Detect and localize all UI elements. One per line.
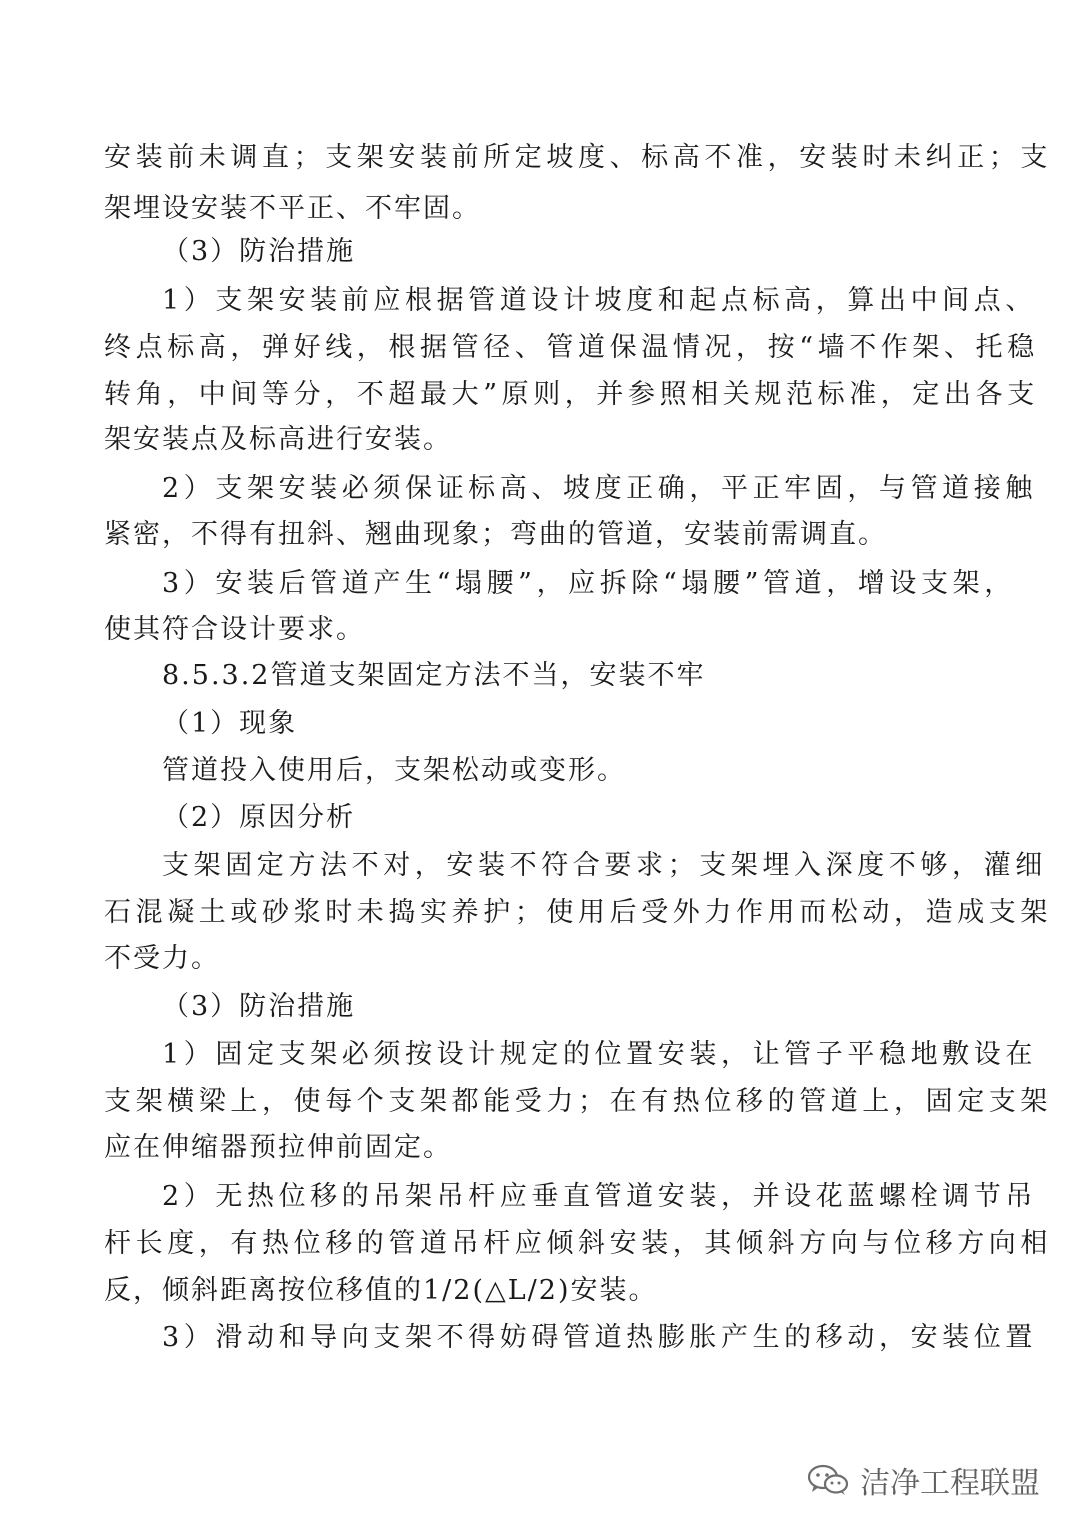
watermark-text: 洁净工程联盟 — [860, 1466, 1040, 1501]
text-line: 架埋设安装不平正、不牢固。 — [104, 193, 481, 224]
watermark — [806, 1458, 1040, 1502]
text-line: 1）固定支架必须按设计规定的位置安装，让管子平稳地敷设在 — [162, 1039, 1037, 1070]
text-line: 支架横梁上，使每个支架都能受力；在有热位移的管道上，固定支架 — [104, 1086, 1052, 1117]
section-heading: （1）现象 — [162, 708, 298, 739]
text-line: 反，倾斜距离按位移值的1/2(△L/2)安装。 — [104, 1275, 658, 1306]
text-line: 不受力。 — [104, 943, 220, 974]
text-line: 紧密，不得有扭斜、翘曲现象；弯曲的管道，安装前需调直。 — [104, 519, 887, 550]
text-line: 安装前未调直；支架安装前所定坡度、标高不准，安装时未纠正；支 — [104, 142, 1052, 173]
section-heading: （3）防治措施 — [162, 991, 356, 1022]
text-line: 应在伸缩器预拉伸前固定。 — [104, 1132, 452, 1163]
text-line: 杆长度，有热位移的管道吊杆应倾斜安装，其倾斜方向与位移方向相 — [104, 1228, 1052, 1259]
text-line: 3）滑动和导向支架不得妨碍管道热膨胀产生的移动，安装位置 — [162, 1322, 1037, 1353]
text-line: 2）无热位移的吊架吊杆应垂直管道安装，并设花蓝螺栓调节吊 — [162, 1181, 1037, 1212]
text-line: 终点标高，弹好线，根据管径、管道保温情况，按“墙不作架、托稳 — [104, 332, 1039, 363]
text-line: 架安装点及标高进行安装。 — [104, 424, 452, 455]
section-heading: （3）防治措施 — [162, 236, 356, 267]
text-line: 2）支架安装必须保证标高、坡度正确，平正牢固，与管道接触 — [162, 473, 1037, 504]
section-heading: （2）原因分析 — [162, 802, 356, 833]
text-line: 石混凝土或砂浆时未捣实养护；使用后受外力作用而松动，造成支架 — [104, 897, 1052, 928]
text-line: 1）支架安装前应根据管道设计坡度和起点标高，算出中间点、 — [162, 285, 1037, 316]
text-line: 管道投入使用后，支架松动或变形。 — [162, 755, 626, 786]
section-heading: 8.5.3.2管道支架固定方法不当，安装不牢 — [162, 660, 706, 691]
text-line: 3）安装后管道产生“塌腰”，应拆除“塌腰”管道，增设支架， — [162, 568, 1016, 599]
text-line: 转角，中间等分，不超最大”原则，并参照相关规范标准，定出各支 — [104, 379, 1039, 410]
text-line: 支架固定方法不对，安装不符合要求；支架埋入深度不够，灌细 — [162, 850, 1047, 881]
wechat-icon — [806, 1463, 850, 1497]
text-line: 使其符合设计要求。 — [104, 614, 365, 645]
